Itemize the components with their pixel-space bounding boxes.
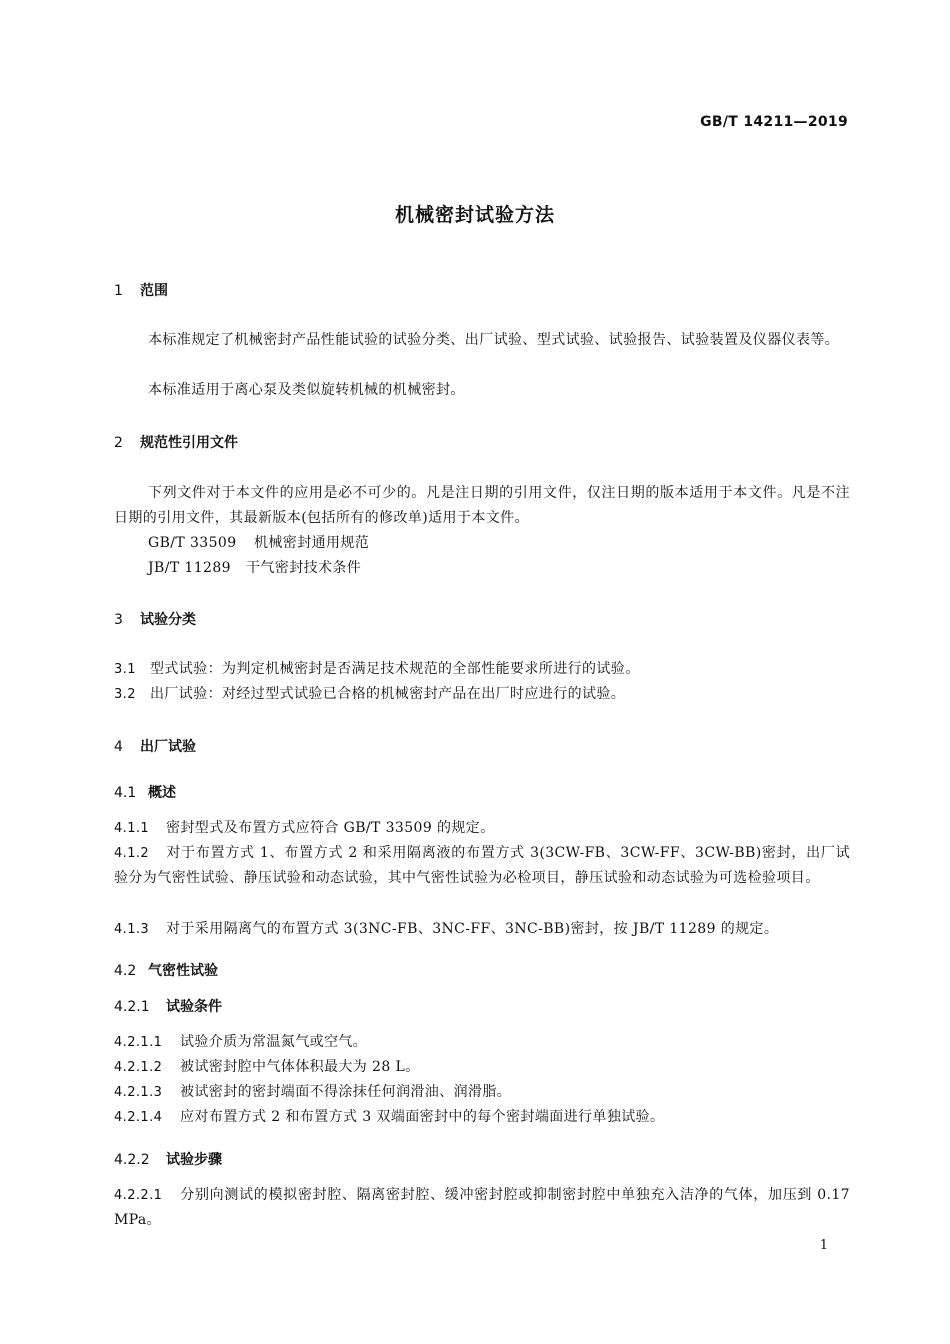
clause-4-1-1: [114, 816, 850, 841]
clause-text: 被试密封腔中气体体积最大为 28 L。: [180, 1059, 420, 1075]
section-title: 范围: [140, 283, 168, 299]
page-number: 1: [819, 1238, 828, 1253]
clause-number: 3.2: [114, 687, 136, 702]
section-4-heading: [114, 736, 196, 756]
section-number: 4.2: [114, 963, 137, 979]
section-1-heading: [114, 280, 168, 300]
clause-text: 对于采用隔离气的布置方式 3(3NC-FB、3NC-FF、3NC-BB)密封，按 JB/T 11289 的规定。: [166, 921, 779, 937]
clause-text: 分别向测试的模拟密封腔、隔离密封腔、缓冲密封腔或抑制密封腔中单独充入洁净的气体，加压到 0.17 MPa。: [114, 1187, 850, 1228]
section-title: 规范性引用文件: [140, 435, 238, 451]
section-title: 出厂试验: [140, 739, 196, 755]
normative-reference-2: [148, 556, 848, 581]
clause-number: 4.2.1.4: [114, 1110, 163, 1125]
clause-3-2: [114, 682, 850, 707]
clause-text: 被试密封的密封端面不得涂抹任何润滑油、润滑脂。: [180, 1084, 512, 1100]
clause-4-1-2: [114, 841, 850, 891]
normative-reference-1: [148, 531, 848, 556]
section-1-paragraph-2: 本标准适用于离心泵及类似旋转机械的机械密封。: [148, 382, 465, 398]
clause-number: 4.1.1: [114, 821, 150, 836]
section-4-2-2-heading: [114, 1149, 222, 1169]
section-number: 4.2.2: [114, 1152, 150, 1168]
section-title: 气密性试验: [148, 963, 218, 979]
clause-number: 4.2.1.3: [114, 1085, 163, 1100]
reference-code: GB/T 33509: [148, 535, 237, 551]
clause-4-2-2-1: [114, 1183, 850, 1233]
clause-4-2-1-2: [114, 1055, 850, 1080]
section-title: 试验条件: [166, 999, 222, 1015]
clause-4-2-1-1: [114, 1030, 850, 1055]
section-number: 2: [114, 435, 123, 451]
standard-number: GB/T 14211—2019: [700, 114, 848, 130]
reference-code: JB/T 11289: [148, 560, 231, 576]
document-title: 机械密封试验方法: [394, 204, 555, 226]
section-1-paragraph-1: 本标准规定了机械密封产品性能试验的试验分类、出厂试验、型式试验、试验报告、试验装置及仪器仪表等。: [148, 332, 840, 348]
clause-number: 4.2.1.2: [114, 1060, 163, 1075]
clause-text: 试验介质为常温氮气或空气。: [180, 1034, 368, 1050]
clause-4-1-3: [114, 917, 850, 942]
clause-number: 4.2.1.1: [114, 1035, 163, 1050]
reference-name: 机械密封通用规范: [254, 535, 370, 551]
clause-number: 4.1.3: [114, 922, 150, 937]
clause-text: 对于布置方式 1、布置方式 2 和采用隔离液的布置方式 3(3CW-FB、3CW-FF、3CW-BB)密封，出厂试验分为气密性试验、静压试验和动态试验，其中气密性试验为必检项目，静压试验和动态试验为可选检验项目。: [114, 845, 850, 886]
section-3-heading: [114, 609, 196, 629]
clause-text: 出厂试验：对经过型式试验已合格的机械密封产品在出厂时应进行的试验。: [150, 686, 626, 702]
section-title: 试验步骤: [166, 1152, 222, 1168]
section-4-2-1-heading: [114, 996, 222, 1016]
clause-number: 3.1: [114, 662, 136, 677]
clause-3-1: [114, 657, 850, 682]
clause-text: 应对布置方式 2 和布置方式 3 双端面密封中的每个密封端面进行单独试验。: [180, 1109, 665, 1125]
clause-text: 型式试验：为判定机械密封是否满足技术规范的全部性能要求所进行的试验。: [150, 661, 640, 677]
section-2-paragraph: 下列文件对于本文件的应用是必不可少的。凡是注日期的引用文件，仅注日期的版本适用于本文件。凡是不注日期的引用文件，其最新版本(包括所有的修改单)适用于本文件。: [114, 485, 850, 526]
section-title: 试验分类: [140, 612, 196, 628]
clause-number: 4.1.2: [114, 846, 150, 861]
clause-4-2-1-3: [114, 1080, 850, 1105]
clause-text: 密封型式及布置方式应符合 GB/T 33509 的规定。: [166, 820, 495, 836]
section-2-heading: [114, 432, 238, 452]
section-number: 1: [114, 283, 123, 299]
section-title: 概述: [148, 785, 176, 801]
section-number: 4: [114, 739, 123, 755]
section-number: 4.2.1: [114, 999, 150, 1015]
section-number: 3: [114, 612, 123, 628]
section-number: 4.1: [114, 785, 137, 801]
section-4-2-heading: [114, 960, 218, 980]
reference-name: 干气密封技术条件: [246, 560, 362, 576]
clause-number: 4.2.2.1: [114, 1188, 163, 1203]
clause-4-2-1-4: [114, 1105, 850, 1130]
section-4-1-heading: [114, 782, 176, 802]
